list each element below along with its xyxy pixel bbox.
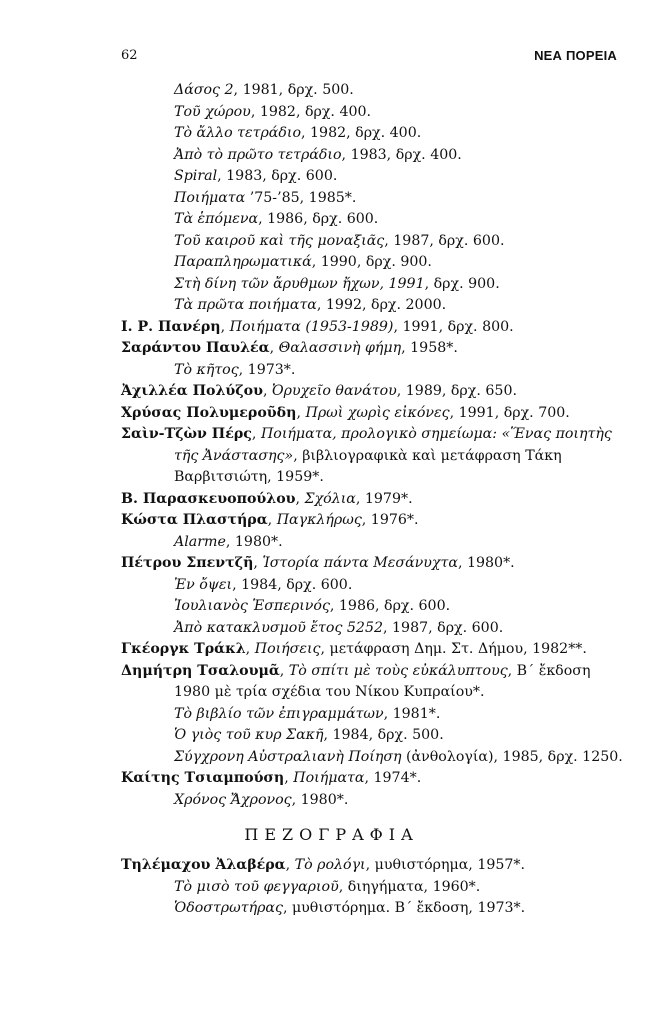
bibliography-entry: Ἀχιλλέα Πολύζου, Ὀρυχεῖο θανάτου, 1989, δρχ. 650.: [121, 383, 517, 399]
bibliography-entry: [121, 725, 621, 747]
entry-details: , 1989, δρχ. 650.: [396, 383, 517, 399]
bibliography-entry: [121, 877, 621, 899]
entry-title: Ὀρυχεῖο θανάτου: [271, 383, 397, 399]
entry-title: Δάσος 2: [174, 82, 234, 98]
entry-title: Ἱστορία πάντα Μεσάνυχτα: [262, 555, 458, 571]
bibliography-entry: [121, 618, 621, 640]
entry-title: Ἰουλιανὸς Ἑσπερινός: [174, 598, 330, 614]
bibliography-entry: Δημήτρη Τσαλουμᾶ, Τὸ σπίτι μὲ τοὺς εὐκάλυπτους, Β΄ ἔκδοση 1980 μὲ τρία σχέδια του Νίκου Κυπραίου*.: [121, 662, 591, 700]
entry-details: , 1986, δρχ. 600.: [258, 211, 379, 227]
entry-details: , 1983, δρχ. 400.: [341, 146, 462, 163]
entry-details: , 1986, δρχ. 600.: [329, 598, 451, 614]
entry-details: , 1982, δρχ. 400.: [250, 103, 372, 120]
entry-details: , 1992, δρχ. 2000.: [316, 297, 447, 313]
entry-title: Τὸ ἄλλο τετράδιο: [174, 125, 302, 141]
entry-title: Παγκλήρως: [276, 512, 362, 528]
bibliography-entry: [121, 747, 621, 769]
entry-details: , μετάφραση Δημ. Στ. Δήμου, 1982**.: [320, 641, 587, 657]
entry-title: Τὸ βιβλίο τῶν ἐπιγραμμάτων: [174, 705, 384, 722]
entry-details: , 1980*.: [457, 555, 515, 571]
entry-title: Ἐν ὄψει: [174, 576, 233, 593]
entry-author: Ἀχιλλέα Πολύζου: [121, 383, 263, 399]
entry-details: , 1981, δρχ. 500.: [233, 82, 354, 98]
entry-title: Alarme: [174, 533, 226, 550]
bibliography-entry: [121, 596, 621, 618]
bibliography-entry: [121, 80, 621, 102]
entry-author: Ι. Ρ. Πανέρη: [121, 318, 221, 335]
entry-author: Καίτης Τσιαμπούση: [121, 770, 285, 786]
bibliography-entry: Καίτης Τσιαμπούση, Ποιήματα, 1974*.: [121, 770, 422, 786]
bibliography-entry: Γκέοργκ Τράκλ, Ποιήσεις, μετάφραση Δημ. Στ. Δήμου, 1982**.: [121, 641, 587, 657]
bibliography-entry: [121, 898, 621, 920]
entry-title: Τὸ μισὸ τοῦ φεγγαριοῦ: [174, 878, 339, 895]
entry-details: , 1982, δρχ. 400.: [301, 125, 422, 141]
entry-title: Ἀπὸ κατακλυσμοῦ ἔτος 5252: [174, 619, 384, 636]
entry-title: Τὸ κῆτος: [174, 361, 239, 378]
bibliography-entry: [121, 532, 621, 554]
entry-details: , Β΄ ἔκδοση 1980 μὲ τρία σχέδια του Νίκου Κυπραίου*.: [174, 662, 591, 700]
bibliography-entry: [121, 704, 621, 726]
entry-author: Χρύσας Πολυμεροῦδη: [121, 404, 297, 421]
entry-title: Ποιήματα (1953-1989): [229, 318, 394, 335]
entry-details: , 1979*.: [355, 490, 413, 507]
entry-details: , 1990, δρχ. 900.: [311, 254, 432, 270]
entry-details: , 1981*.: [383, 705, 441, 722]
entry-details: (ἀνθολογία), 1985, δρχ. 1250.: [401, 748, 623, 765]
entry-details: , 1974*.: [364, 770, 422, 786]
entry-details: , 1958*.: [401, 340, 458, 356]
entry-details: , 1991, δρχ. 700.: [449, 404, 570, 421]
entry-details: , 1980*.: [291, 791, 349, 808]
entry-title: Ἀπὸ τὸ πρῶτο τετράδιο: [174, 146, 342, 163]
bibliography-entry: [121, 209, 621, 231]
entry-title: Τὸ ρολόγι: [294, 857, 366, 873]
entry-details: , 1980*.: [225, 533, 283, 550]
bibliography-entry: Σαὶν-Τζὼν Πέρς, Ποιήματα, προλογικὸ σημείωμα: «Ἕνας ποιητὴς τῆς Ἀνάστασης», βιβλιογραφικὰ καὶ μετάφραση Τάκη Βαρβιτσιώτη, 1959*.: [121, 426, 612, 485]
bibliography-entry: Πέτρου Σπεντζῆ, Ἱστορία πάντα Μεσάνυχτα, 1980*.: [121, 555, 515, 571]
entry-title: Τοῦ καιροῦ καὶ τῆς μοναξιᾶς: [174, 232, 385, 249]
entry-title: Θαλασσινὴ φήμη: [278, 340, 402, 356]
prose-list: [121, 855, 621, 920]
entry-details: , 1987, δρχ. 600.: [384, 232, 505, 249]
entry-title: Ποιήματα: [293, 770, 365, 786]
entry-author: Σαράντου Παυλέα: [121, 340, 270, 356]
entry-details: , 1976*.: [361, 512, 419, 528]
bibliography-entry: [121, 295, 621, 317]
entry-details: , διηγήματα, 1960*.: [338, 878, 481, 895]
page-number: 62: [121, 48, 138, 63]
entry-details: , δρχ. 900.: [424, 275, 500, 292]
entry-title: Σύγχρονη Αὐστραλιανὴ Ποίηση: [174, 748, 402, 765]
bibliography-entry: [121, 790, 621, 812]
entry-details: , μυθιστόρημα, 1957*.: [365, 857, 526, 873]
entry-author: Πέτρου Σπεντζῆ: [121, 555, 254, 571]
entry-author: Κώστα Πλαστήρα: [121, 512, 268, 528]
entry-title: Τὸ σπίτι μὲ τοὺς εὐκάλυπτους: [288, 662, 508, 679]
entry-details: , μυθιστόρημα. Β΄ ἔκδοση, 1973*.: [282, 900, 526, 916]
entry-details: , βιβλιογραφικὰ καὶ μετάφραση Τάκη Βαρβιτσιώτη, 1959*.: [174, 447, 562, 485]
entry-title: Τὰ ἑπόμενα: [174, 211, 259, 227]
entry-title: Πρωὶ χωρὶς εἰκόνες: [305, 404, 450, 421]
bibliography-entry: [121, 274, 621, 296]
entry-details: , 1991, δρχ. 800.: [393, 318, 514, 335]
bibliography-entry: [121, 231, 621, 253]
entry-details: , 1984, δρχ. 500.: [323, 727, 444, 743]
entry-details: , 1984, δρχ. 600.: [232, 576, 353, 593]
entry-title: Ποιήματα, προλογικὸ σημείωμα: «Ἕνας ποιητὴς τῆς Ἀνάστασης»: [174, 426, 612, 464]
bibliography-entry: [121, 102, 621, 124]
entry-author: Σαὶν-Τζὼν Πέρς: [121, 426, 252, 442]
poetry-list: [121, 80, 621, 811]
bibliography-entry: Σαράντου Παυλέα, Θαλασσινὴ φήμη, 1958*.: [121, 340, 458, 356]
bibliography-entry: [121, 145, 621, 167]
bibliography-entry: Ι. Ρ. Πανέρη, Ποιήματα (1953-1989), 1991, δρχ. 800.: [121, 318, 514, 335]
entry-title: Ποιήματα: [174, 189, 246, 206]
entry-title: Χρόνος Ἄχρονος: [174, 791, 292, 808]
entry-title: Ποιήσεις: [254, 641, 321, 657]
bibliography-entry: [121, 123, 621, 145]
entry-title: Τοῦ χώρου: [174, 103, 251, 120]
entry-author: Τηλέμαχου Ἀλαβέρα: [121, 857, 286, 873]
entry-title: Ὁ γιὸς τοῦ κυρ Σακῆ: [174, 727, 324, 743]
entry-title: Παραπληρωματικά: [174, 254, 312, 270]
entry-title: Στὴ δίνη τῶν ἄρυθμων ἤχων, 1991: [174, 275, 425, 292]
entry-title: Τὰ πρῶτα ποιήματα: [174, 297, 317, 313]
section-heading: ΠΕΖΟΓΡΑΦΙΑ: [244, 825, 419, 844]
entry-details: , 1973*.: [238, 361, 296, 378]
entry-author: Γκέοργκ Τράκλ: [121, 641, 246, 657]
bibliography-entry: [121, 252, 621, 274]
entry-title: Spiral: [174, 168, 218, 184]
entry-title: Σχόλια: [304, 490, 356, 507]
bibliography-entry: Τηλέμαχου Ἀλαβέρα, Τὸ ρολόγι, μυθιστόρημα, 1957*.: [121, 857, 526, 873]
entry-title: Ὁδοστρωτήρας: [174, 900, 283, 916]
bibliography-entry: [121, 188, 621, 210]
bibliography-entry: [121, 166, 621, 188]
bibliography-entry: [121, 575, 621, 597]
entry-details: ’75-’85, 1985*.: [245, 189, 357, 206]
bibliography-entry: Χρύσας Πολυμεροῦδη, Πρωὶ χωρὶς εἰκόνες, 1991, δρχ. 700.: [121, 404, 570, 421]
entry-details: , 1983, δρχ. 600.: [217, 168, 338, 184]
bibliography-entry: Β. Παρασκευοπούλου, Σχόλια, 1979*.: [121, 490, 413, 507]
entry-details: , 1987, δρχ. 600.: [383, 619, 504, 636]
bibliography-entry: Κώστα Πλαστήρα, Παγκλήρως, 1976*.: [121, 512, 419, 528]
bibliography-entry: [121, 360, 621, 382]
entry-author: Β. Παρασκευοπούλου: [121, 490, 296, 507]
running-head: ΝΕΑ ΠΟΡΕΙΑ: [534, 48, 617, 63]
entry-author: Δημήτρη Τσαλουμᾶ: [121, 662, 280, 679]
